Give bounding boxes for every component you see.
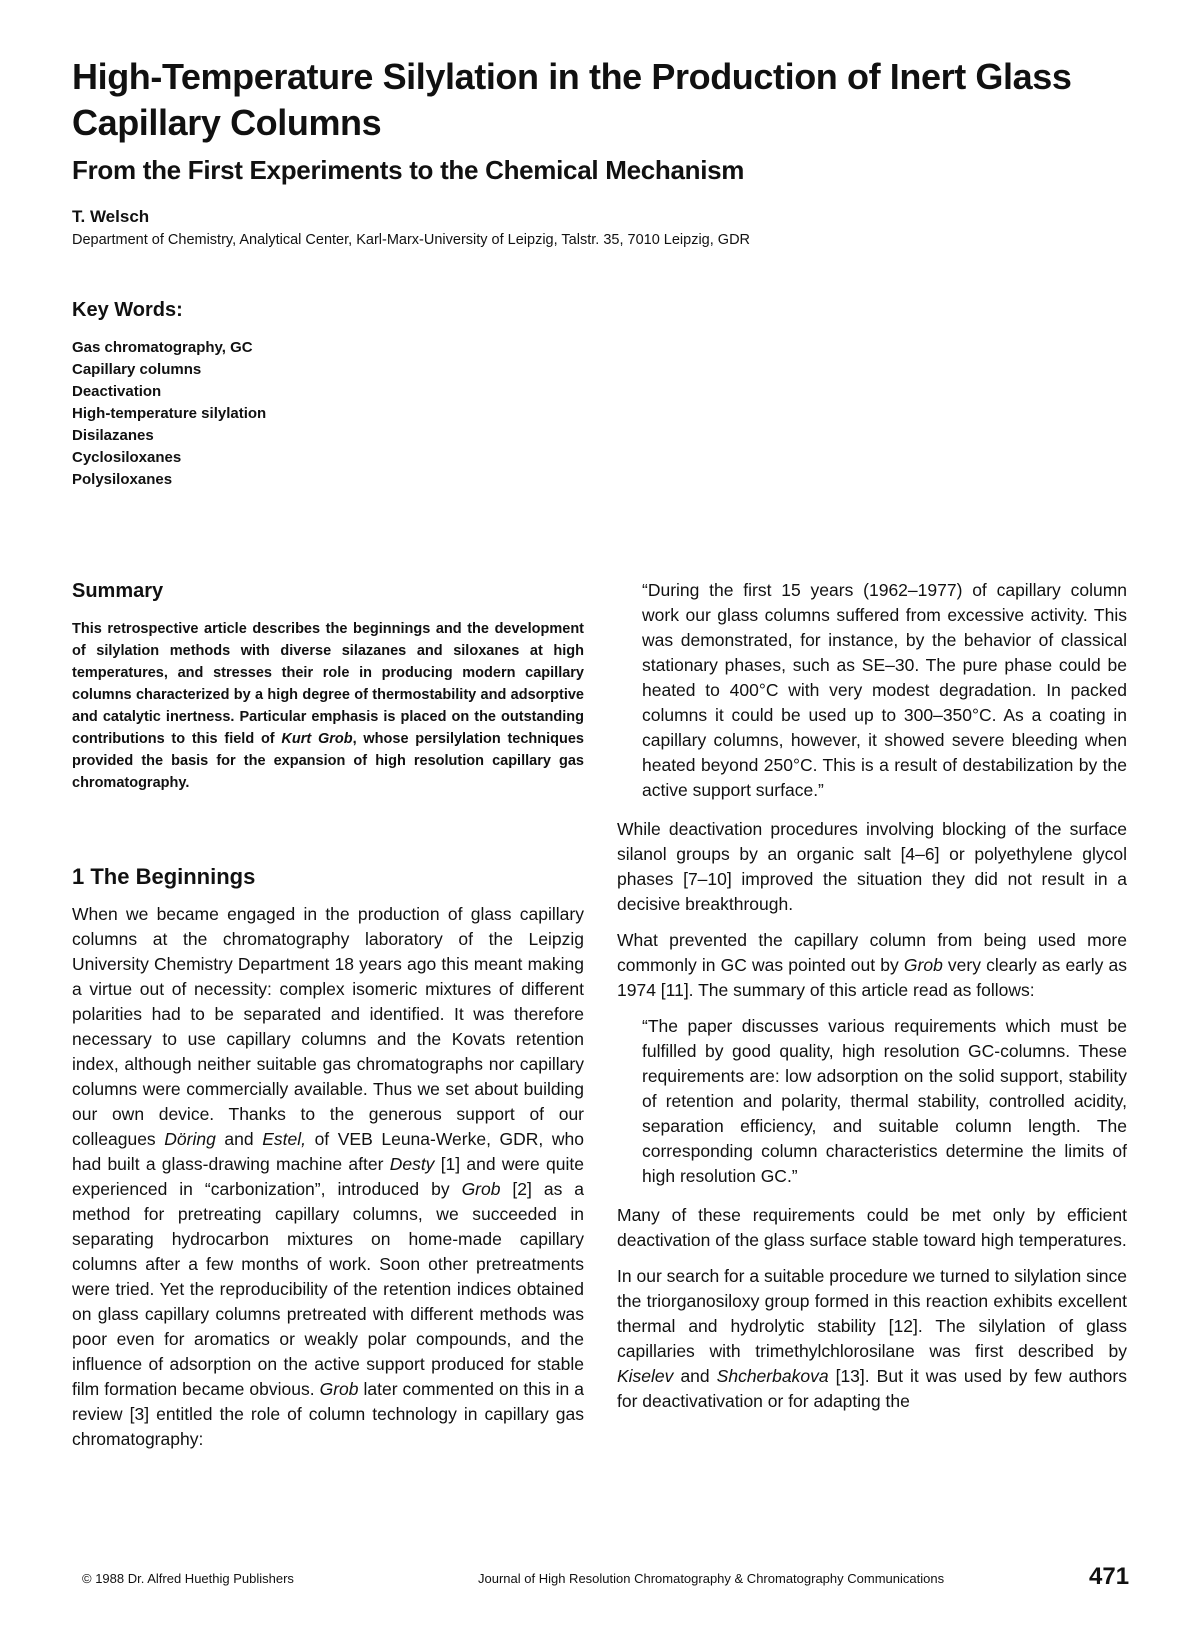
keyword-item: Gas chromatography, GC [72, 339, 253, 356]
article-title: High-Temperature Silylation in the Production of Inert Glass Capillary Columns [72, 56, 1072, 143]
block-quote: “The paper discusses various requirements which must be fulfilled by good quality, high resolution GC-columns. These requirements are: low adsorption on the solid support, stability of retention and polarity, thermal stability, controlled acidity, separation efficiency, and suitable column length. The corresponding column characteristics determine the limits of high resolution GC.” [642, 1016, 1127, 1186]
summary-text: This retrospective article describes the beginnings and the development of silylation methods with diverse silazanes and siloxanes at high temperatures, and stresses their role in producing modern capillary columns characterized by a high degree of thermostability and adsorptive and catalytic inertness. Particular emphasis is placed on the outstanding contributions to this field of Kurt Grob, whose persilylation techniques provided the basis for the expansion of high resolution capillary gas chromatography. [72, 621, 584, 791]
keywords-list [72, 337, 266, 491]
keyword-item: Polysiloxanes [72, 471, 173, 488]
body-paragraph: While deactivation procedures involving blocking of the surface silanol groups by an organic salt [4–6] or polyethylene glycol phases [7–10] improved the situation they did not result in a decisive breakthrough. [617, 819, 1127, 914]
author-name: T. Welsch [72, 207, 150, 226]
keywords-heading: Key Words: [72, 299, 183, 321]
body-paragraph: When we became engaged in the production of glass capillary columns at the chromatography laboratory of the Leipzig University Chemistry Department 18 years ago this meant making a virtue out of necessity: complex isomeric mixtures of different polarities had to be separated and identified. It was therefore necessary to use capillary columns and the Kovats retention index, although neither suitable gas chromatographs nor capillary columns were commercially available. Thus we set about building our own device. Thanks to the generous support of our colleagues Döring and Estel, of VEB Leuna-Werke, GDR, who had built a glass-drawing machine after Desty [1] and were quite experienced in “carbonization”, introduced by Grob [2] as a method for pretreating capillary columns, we succeeded in separating hydrocarbon mixtures on home-made capillary columns after a few months of work. Soon other pretreatments were tried. Yet the reproducibility of the retention indices obtained on glass capillary columns pretreated with different methods was poor even for aromatics or weakly polar compounds, and the influence of adsorption on the active support produced for stable film formation became obvious. Grob later commented on this in a review [3] entitled the role of column technology in capillary gas chromatography: [72, 904, 585, 1449]
body-paragraph: In our search for a suitable procedure we turned to silylation since the triorganosiloxy group formed in this reaction exhibits excellent thermal and hydrolytic stability [12]. The silylation of glass capillaries with trimethylchlorosilane was first described by Kiselev and Shcherbakova [13]. But it was used by few authors for deactivativation or for adapting the [617, 1266, 1127, 1411]
keyword-item: Disilazanes [72, 427, 154, 444]
article-subtitle: From the First Experiments to the Chemical Mechanism [72, 155, 745, 185]
block-quote: “During the first 15 years (1962–1977) of capillary column work our glass columns suffered from excessive activity. This was demonstrated, for instance, by the behavior of classical stationary phases, such as SE–30. The pure phase could be heated to 400°C with very modest degradation. In packed columns it could be used up to 300–350°C. As a coating in capillary columns, however, it showed severe bleeding when heated beyond 250°C. This is a result of destabilization by the active support surface.” [642, 580, 1127, 800]
left-column [72, 578, 584, 1452]
summary-heading: Summary [72, 580, 164, 602]
right-column [617, 578, 1127, 1414]
keyword-item: Cyclosiloxanes [72, 449, 182, 466]
keyword-item: Deactivation [72, 383, 162, 400]
copyright-notice: © 1988 Dr. Alfred Huethig Publishers [82, 1571, 294, 1586]
body-paragraph: What prevented the capillary column from being used more commonly in GC was pointed out by Grob very clearly as early as 1974 [11]. The summary of this article read as follows: [617, 930, 1127, 1000]
page-number: 471 [1089, 1563, 1130, 1590]
keyword-item: Capillary columns [72, 361, 202, 378]
keyword-item: High-temperature silylation [72, 405, 267, 422]
section-heading-beginnings: 1 The Beginnings [72, 864, 256, 889]
body-paragraph: Many of these requirements could be met only by efficient deactivation of the glass surface stable toward high temperatures. [617, 1205, 1127, 1250]
page-footer [0, 1565, 1200, 1595]
author-affiliation: Department of Chemistry, Analytical Center, Karl-Marx-University of Leipzig, Talstr. 35, 7010 Leipzig, GDR [72, 232, 751, 248]
journal-name: Journal of High Resolution Chromatography & Chromatography Communications [478, 1571, 945, 1586]
